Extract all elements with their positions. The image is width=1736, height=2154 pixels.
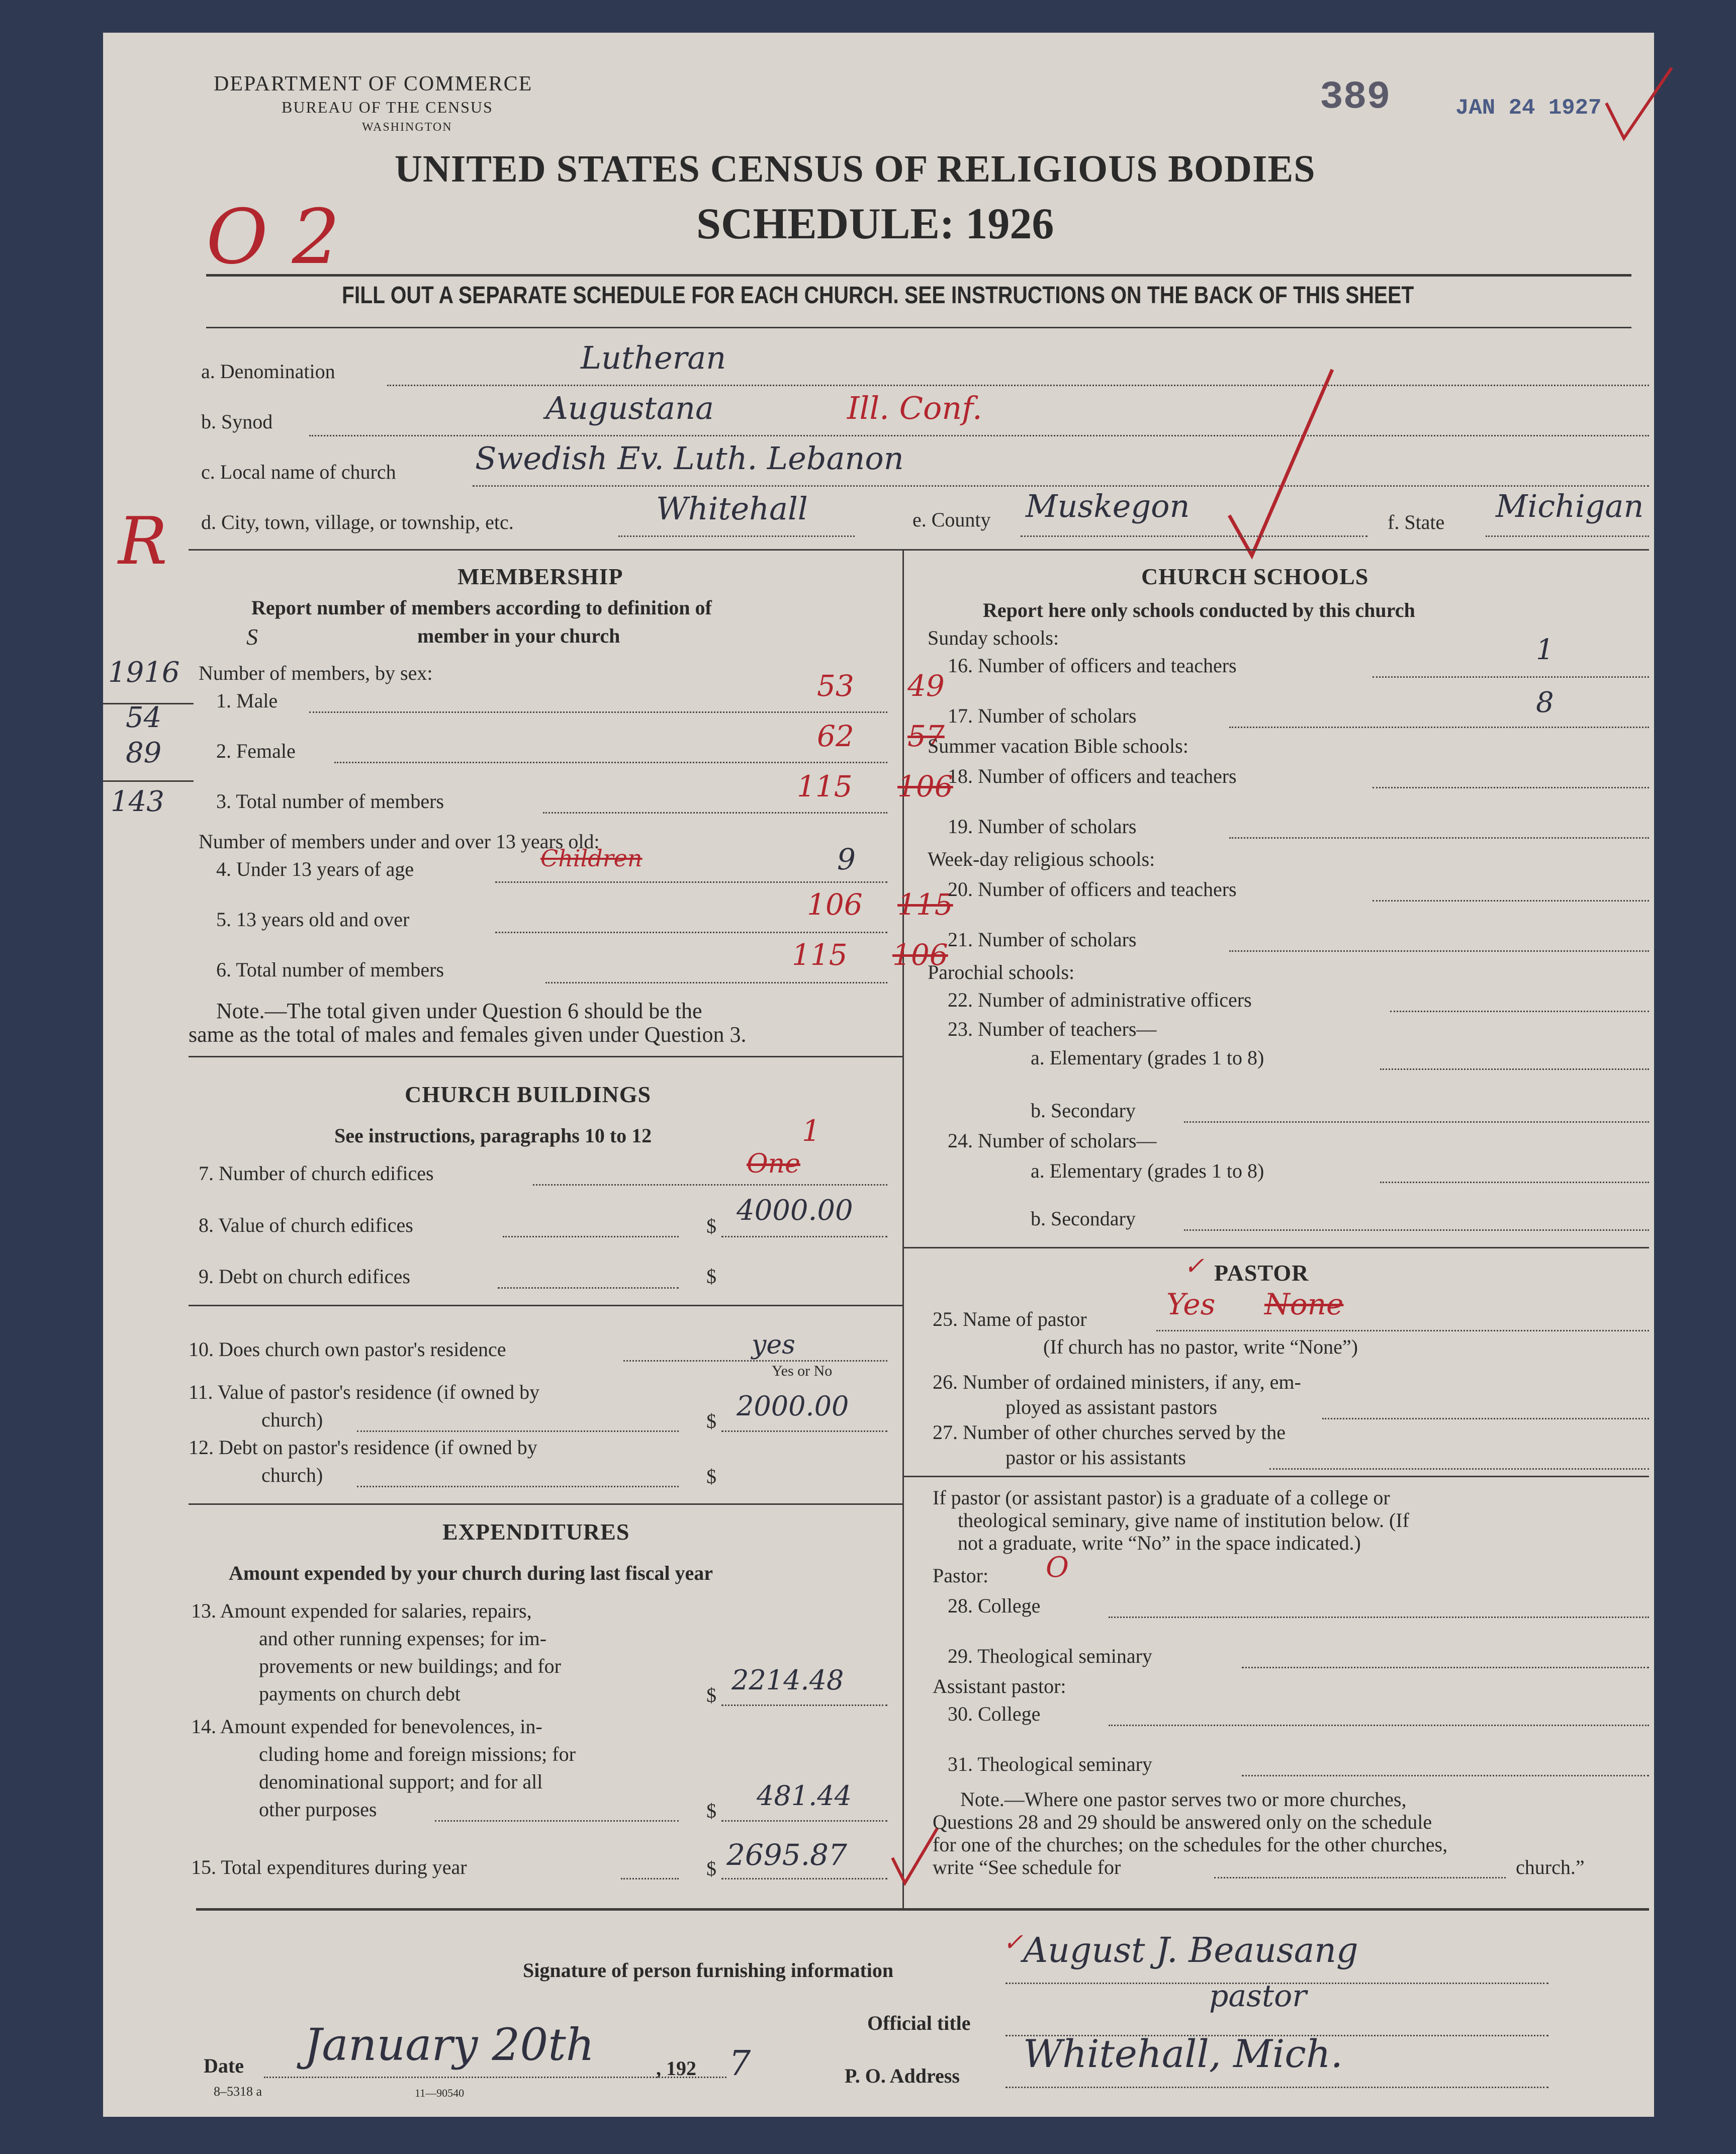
q25-label: 25. Name of pastor	[933, 1308, 1087, 1330]
leader-dots	[1242, 1775, 1649, 1776]
state-value: Michigan	[1496, 488, 1644, 524]
q6-value: 115	[792, 938, 848, 972]
pastor-note-5: church.”	[1516, 1856, 1585, 1878]
q3-value: 115	[797, 769, 853, 803]
q11-dollar: $	[706, 1410, 716, 1432]
q9-label: 9. Debt on church edifices	[199, 1265, 410, 1288]
rule	[189, 549, 1649, 551]
margin-143: 143	[111, 785, 164, 818]
q7-struck-word: One	[747, 1149, 800, 1179]
q13-dollar: $	[706, 1684, 716, 1707]
summer-schools-label: Summer vacation Bible schools:	[928, 735, 1189, 757]
leader-dots	[1373, 787, 1649, 788]
signature-value: August J. Beausang	[1023, 1931, 1358, 1970]
q15-dollar: $	[706, 1857, 716, 1880]
q23b-label: b. Secondary	[1031, 1099, 1136, 1122]
q5-value: 106	[807, 887, 863, 922]
q10-label: 10. Does church own pastor's residence	[189, 1338, 506, 1361]
q10-value: yes	[752, 1330, 795, 1360]
q1-old-value: 49	[907, 669, 945, 703]
pastor-graduate-mark: O	[1046, 1551, 1069, 1584]
q21-label: 21. Number of scholars	[948, 928, 1137, 951]
margin-s: S	[246, 624, 258, 650]
leader-dots	[1269, 1468, 1649, 1470]
q16-label: 16. Number of officers and teachers	[948, 654, 1237, 677]
r-margin-mark: R	[118, 503, 167, 579]
leader-dots	[387, 385, 1649, 386]
column-divider	[902, 551, 904, 1908]
membership-note-1: Note.—The total given under Question 6 should be the	[216, 999, 702, 1023]
official-title-value: pastor	[1209, 1979, 1307, 2014]
q25-struck-word: None	[1264, 1287, 1344, 1321]
q4-label: 4. Under 13 years of age	[216, 858, 414, 880]
denomination-value: Lutheran	[581, 339, 726, 376]
q16-value: 1	[1536, 634, 1554, 666]
q13-label-4: payments on church debt	[259, 1682, 461, 1705]
q6-label: 6. Total number of members	[216, 958, 444, 981]
leader-dots	[1006, 2087, 1548, 2088]
check-mark-identity	[1224, 365, 1340, 561]
leader-dots	[503, 1236, 679, 1237]
leader-dots	[1390, 1011, 1649, 1012]
leader-dots	[1229, 837, 1649, 839]
membership-intro-2: member in your church	[417, 624, 620, 647]
rule	[206, 327, 1631, 328]
q4-struck-word: Children	[540, 845, 643, 872]
leader-dots	[721, 1236, 887, 1237]
buildings-title: CHURCH BUILDINGS	[405, 1082, 652, 1107]
pastor-check-mark: ✓	[1184, 1252, 1205, 1280]
margin-rule	[103, 780, 194, 782]
q12-label-2: church)	[261, 1464, 323, 1486]
q2-old-value: 57	[907, 719, 945, 753]
department-line: DEPARTMENT OF COMMERCE	[214, 72, 533, 96]
q23-label: 23. Number of teachers—	[948, 1018, 1157, 1040]
q30-label: 30. College	[948, 1702, 1041, 1725]
q28-label: 28. College	[948, 1594, 1041, 1617]
q24b-label: b. Secondary	[1031, 1207, 1136, 1230]
leader-dots	[1156, 1330, 1649, 1331]
q23a-label: a. Elementary (grades 1 to 8)	[1031, 1046, 1264, 1069]
q24-label: 24. Number of scholars—	[948, 1129, 1157, 1152]
q17-label: 17. Number of scholars	[948, 704, 1137, 727]
q11-value: 2000.00	[737, 1390, 849, 1422]
q15-label: 15. Total expenditures during year	[191, 1856, 467, 1878]
serial-number-stamp: 389	[1320, 75, 1391, 120]
pastor-note-4: write “See schedule for	[933, 1856, 1121, 1878]
graduate-instruction-1: If pastor (or assistant pastor) is a graduate of a college or	[933, 1486, 1390, 1509]
leader-dots	[309, 711, 887, 713]
membership-intro-1: Report number of members according to definition of	[251, 596, 712, 619]
leader-dots	[357, 1486, 679, 1487]
q14-label-1: 14. Amount expended for benevolences, in-	[191, 1715, 542, 1738]
q5-old-value: 115	[897, 887, 953, 922]
assistant-pastor-subheading: Assistant pastor:	[933, 1675, 1066, 1697]
rule	[206, 274, 1631, 277]
leader-dots	[1184, 1121, 1649, 1123]
leader-dots	[1021, 535, 1367, 537]
q26-label-2: ployed as assistant pastors	[1006, 1396, 1218, 1418]
leader-dots	[621, 1878, 679, 1879]
q1-value: 53	[817, 669, 854, 703]
age-intro-label: Number of members under and over 13 years old:	[199, 830, 600, 853]
signature-check-mark: ✓	[1003, 1928, 1024, 1956]
rule	[189, 1056, 902, 1057]
q3-old-value: 106	[897, 769, 953, 803]
q11-label-2: church)	[261, 1408, 323, 1431]
leader-dots	[435, 1820, 679, 1822]
census-schedule-sheet	[103, 33, 1654, 2117]
rule	[902, 1247, 1649, 1248]
q18-label: 18. Number of officers and teachers	[948, 765, 1237, 787]
q14-dollar: $	[706, 1800, 716, 1822]
church-name-label: c. Local name of church	[201, 461, 396, 483]
q13-label-3: provements or new buildings; and for	[259, 1655, 561, 1677]
margin-89: 89	[126, 737, 162, 769]
q25-note: (If church has no pastor, write “None”)	[1043, 1335, 1358, 1358]
leader-dots	[545, 982, 887, 983]
state-label: f. State	[1388, 511, 1445, 533]
year-digit: 7	[729, 2044, 751, 2084]
q1-label: 1. Male	[216, 689, 278, 712]
q7-value: 1	[802, 1114, 820, 1148]
leader-dots	[618, 535, 855, 537]
q12-dollar: $	[706, 1465, 716, 1488]
q25-value: Yes	[1166, 1287, 1216, 1321]
pastor-note-1: Note.—Where one pastor serves two or more churches,	[960, 1788, 1407, 1811]
synod-value: Augustana	[545, 390, 714, 426]
q15-value: 2695.87	[726, 1838, 847, 1872]
q13-label-1: 13. Amount expended for salaries, repairs,	[191, 1599, 532, 1622]
q14-label-2: cluding home and foreign missions; for	[259, 1743, 576, 1765]
q8-dollar: $	[706, 1215, 716, 1237]
q8-value: 4000.00	[737, 1194, 853, 1227]
form-number: 8–5318 a	[214, 2084, 262, 2099]
q12-label-1: 12. Debt on pastor's residence (if owned by	[189, 1436, 537, 1459]
q3-label: 3. Total number of members	[216, 790, 444, 813]
q19-label: 19. Number of scholars	[948, 815, 1137, 838]
parochial-schools-label: Parochial schools:	[928, 961, 1075, 983]
q20-label: 20. Number of officers and teachers	[948, 878, 1237, 901]
leader-dots	[1380, 1182, 1649, 1183]
county-label: e. County	[912, 508, 991, 531]
q13-value: 2214.48	[732, 1664, 844, 1696]
yes-no-caption: Yes or No	[772, 1363, 833, 1379]
leader-dots	[1109, 1617, 1649, 1618]
denomination-label: a. Denomination	[201, 360, 335, 383]
pastor-subheading: Pastor:	[933, 1564, 989, 1587]
leader-dots	[1322, 1418, 1649, 1419]
leader-dots	[1229, 727, 1649, 728]
q2-value: 62	[817, 719, 854, 753]
synod-label: b. Synod	[201, 410, 273, 433]
form-title: UNITED STATES CENSUS OF RELIGIOUS BODIES	[395, 148, 1316, 190]
pastor-note-3: for one of the churches; on the schedules for the other churches,	[933, 1833, 1448, 1856]
expenditures-title: EXPENDITURES	[442, 1519, 630, 1545]
leader-dots	[357, 1430, 679, 1432]
q8-label: 8. Value of church edifices	[199, 1214, 413, 1236]
q31-label: 31. Theological seminary	[948, 1753, 1152, 1775]
q27-label-2: pastor or his assistants	[1006, 1446, 1186, 1469]
q14-label-4: other purposes	[259, 1798, 377, 1821]
schools-intro: Report here only schools conducted by this church	[983, 599, 1415, 621]
city-line: WASHINGTON	[362, 121, 452, 134]
leader-dots	[1486, 535, 1649, 537]
q11-label-1: 11. Value of pastor's residence (if owned by	[189, 1381, 540, 1403]
leader-dots	[495, 932, 887, 933]
q17-value: 8	[1536, 686, 1554, 719]
q4-value: 9	[837, 842, 856, 876]
leader-dots	[543, 812, 887, 814]
leader-dots	[1109, 1725, 1649, 1726]
church-name-value: Swedish Ev. Luth. Lebanon	[475, 440, 904, 477]
pastor-note-2: Questions 28 and 29 should be answered only on the schedule	[933, 1811, 1432, 1833]
code-mark: O 2	[206, 194, 340, 281]
membership-note-2: same as the total of males and females given under Question 3.	[189, 1022, 747, 1047]
leader-dots	[495, 881, 887, 883]
q6-old-value: 106	[892, 938, 948, 972]
q24a-label: a. Elementary (grades 1 to 8)	[1031, 1159, 1264, 1182]
q7-label: 7. Number of church edifices	[199, 1162, 434, 1185]
q26-label-1: 26. Number of ordained ministers, if any, em-	[933, 1371, 1301, 1393]
q5-label: 5. 13 years old and over	[216, 908, 410, 931]
city-value: Whitehall	[656, 490, 808, 527]
q9-dollar: $	[706, 1265, 716, 1288]
leader-dots	[498, 1287, 679, 1289]
leader-dots	[1373, 676, 1649, 678]
schools-title: CHURCH SCHOOLS	[1141, 564, 1369, 589]
leader-dots	[721, 1704, 887, 1706]
leader-dots	[1373, 900, 1649, 902]
q14-label-3: denominational support; and for all	[259, 1770, 543, 1793]
check-mark-top	[1601, 63, 1677, 148]
rule	[196, 1908, 1649, 1911]
leader-dots	[309, 435, 1649, 436]
leader-dots	[623, 1360, 887, 1362]
margin-54: 54	[126, 701, 162, 734]
print-number: 11—90540	[415, 2087, 465, 2099]
pastor-title: PASTOR	[1214, 1260, 1309, 1286]
q14-value: 481.44	[757, 1780, 852, 1812]
leader-dots	[473, 485, 1649, 487]
date-label: Date	[204, 2054, 244, 2077]
weekday-schools-label: Week-day religious schools:	[928, 848, 1155, 870]
q29-label: 29. Theological seminary	[948, 1645, 1152, 1667]
official-title-label: Official title	[867, 2012, 971, 2034]
leader-dots	[1184, 1229, 1649, 1231]
po-address-label: P. O. Address	[845, 2065, 960, 2087]
by-sex-label: Number of members, by sex:	[199, 662, 433, 684]
county-value: Muskegon	[1026, 488, 1190, 524]
leader-dots	[1214, 1877, 1506, 1878]
bureau-line: BUREAU OF THE CENSUS	[282, 98, 493, 116]
synod-conference-note: Ill. Conf.	[847, 390, 982, 426]
leader-dots	[721, 1878, 887, 1879]
leader-dots	[1380, 1068, 1649, 1070]
q27-label-1: 27. Number of other churches served by the	[933, 1421, 1286, 1444]
leader-dots	[1229, 950, 1649, 952]
leader-dots	[334, 762, 887, 763]
leader-dots	[533, 1184, 887, 1186]
membership-title: MEMBERSHIP	[458, 564, 623, 589]
rule	[189, 1503, 902, 1505]
graduate-instruction-3: not a graduate, write “No” in the space indicated.)	[958, 1532, 1361, 1554]
q13-label-2: and other running expenses; for im-	[259, 1627, 547, 1650]
q2-label: 2. Female	[216, 740, 296, 762]
rule	[189, 1305, 902, 1306]
expenditures-intro: Amount expended by your church during last fiscal year	[229, 1562, 713, 1584]
fill-out-instruction: FILL OUT A SEPARATE SCHEDULE FOR EACH CHURCH. SEE INSTRUCTIONS ON THE BACK OF THIS SHEET	[342, 282, 1414, 309]
leader-dots	[721, 1820, 887, 1822]
q22-label: 22. Number of administrative officers	[948, 989, 1252, 1011]
sunday-schools-label: Sunday schools:	[928, 626, 1059, 649]
year-prefix: , 192	[656, 2057, 696, 2080]
margin-1916: 1916	[108, 656, 180, 689]
signature-label: Signature of person furnishing information	[523, 1959, 894, 1982]
date-value: January 20th	[304, 2019, 595, 2071]
received-date-stamp: JAN 24 1927	[1455, 96, 1602, 121]
graduate-instruction-2: theological seminary, give name of institution below. (If	[958, 1509, 1409, 1532]
po-address-value: Whitehall, Mich.	[1023, 2031, 1343, 2076]
rule	[902, 1476, 1649, 1477]
leader-dots	[721, 1430, 887, 1432]
schedule-title: SCHEDULE: 1926	[696, 200, 1054, 248]
buildings-intro: See instructions, paragraphs 10 to 12	[334, 1124, 652, 1147]
leader-dots	[1242, 1667, 1649, 1668]
city-label: d. City, town, village, or township, etc.	[201, 511, 514, 533]
